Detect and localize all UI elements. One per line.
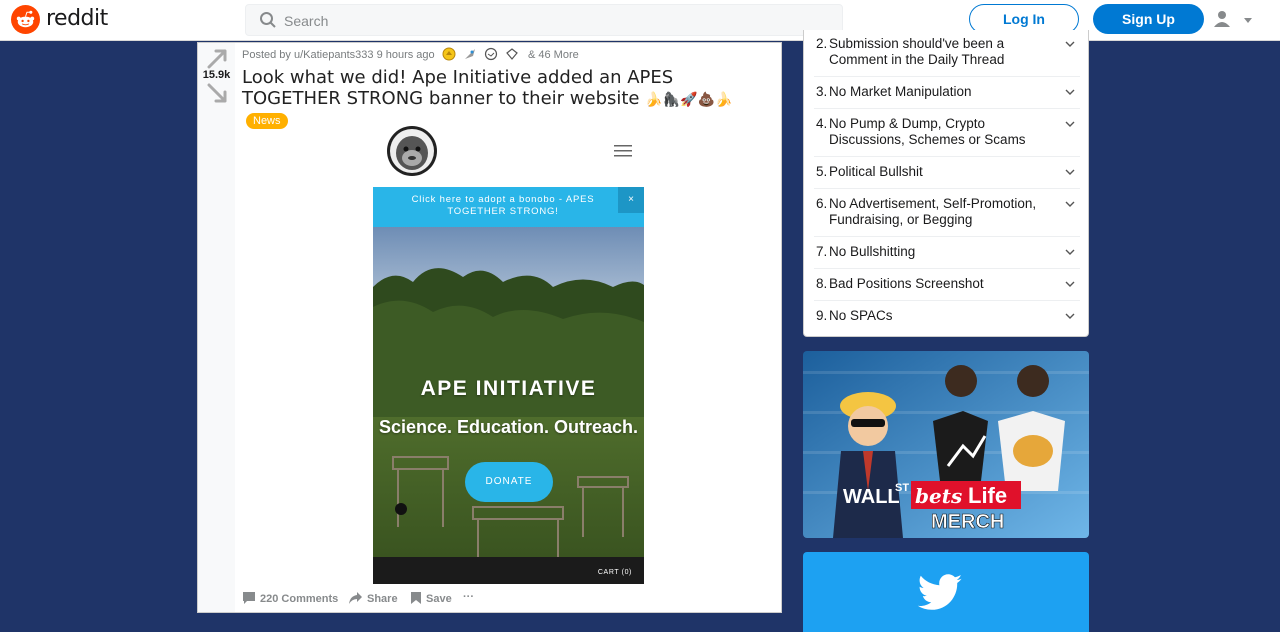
rule-number: 5. — [816, 164, 828, 179]
rule-item[interactable] — [814, 196, 1080, 237]
downvote-arrow-icon[interactable] — [206, 83, 228, 105]
rule-text: No Advertisement, Self-Promotion, Fundraising, or Begging — [829, 196, 1037, 227]
post-title-text: Look what we did! Ape Initiative added an APES TOGETHER STRONG banner to their website — [242, 67, 674, 109]
chimp-logo-icon — [386, 125, 438, 177]
title-emojis: 🍌🦍🚀💩🍌 — [645, 92, 733, 108]
merch-wall-text: WALL — [843, 486, 900, 508]
user-dropdown[interactable] — [1212, 9, 1260, 31]
chevron-down-icon — [1064, 86, 1076, 98]
search-bar[interactable] — [245, 4, 843, 36]
save-button[interactable] — [410, 591, 452, 605]
comments-count: 220 Comments — [260, 593, 339, 605]
more-options-button[interactable]: ··· — [463, 591, 474, 603]
merch-bets-text: bets — [915, 484, 963, 508]
rule-number: 3. — [816, 84, 828, 99]
merch-banner[interactable] — [803, 351, 1089, 538]
twitter-bird-icon — [916, 574, 964, 614]
author-link[interactable]: u/Katiepants333 — [293, 49, 374, 61]
rule-item[interactable] — [814, 276, 1080, 301]
rule-item[interactable] — [814, 84, 1080, 109]
user-icon — [1212, 9, 1232, 29]
gold-award-icon[interactable] — [442, 47, 456, 61]
vote-column — [198, 43, 235, 612]
post-meta — [242, 47, 579, 61]
search-icon — [259, 11, 277, 29]
rocket-award-icon[interactable] — [463, 47, 477, 61]
posted-by-label: Posted by — [242, 49, 291, 61]
vote-count: 15.9k — [202, 69, 231, 81]
chevron-down-icon — [1064, 278, 1076, 290]
chevron-down-icon — [1242, 14, 1254, 26]
twitter-widget[interactable] — [803, 552, 1089, 632]
login-button[interactable]: Log In — [969, 4, 1079, 34]
post-time[interactable]: 9 hours ago — [376, 49, 435, 61]
close-icon[interactable]: × — [618, 187, 644, 213]
merch-st-text: ST — [895, 482, 910, 494]
chevron-down-icon — [1064, 166, 1076, 178]
post-image[interactable] — [373, 187, 644, 584]
save-label: Save — [426, 593, 452, 605]
merch-merch-text: MERCH — [931, 511, 1005, 533]
comments-button[interactable] — [242, 591, 338, 605]
rule-text: No Market Manipulation — [829, 84, 972, 99]
adopt-banner[interactable] — [373, 187, 644, 227]
chevron-down-icon — [1064, 118, 1076, 130]
site-subheading: Science. Education. Outreach. — [378, 417, 639, 437]
more-awards-label[interactable]: & 46 More — [527, 49, 579, 61]
rule-number: 6. — [816, 196, 828, 211]
flair-badge[interactable]: News — [246, 113, 288, 129]
rule-text: No Pump & Dump, Crypto Discussions, Schemes or Scams — [829, 116, 1026, 147]
comment-icon — [242, 591, 256, 605]
search-input[interactable] — [282, 5, 826, 37]
chevron-down-icon — [1064, 38, 1076, 50]
rule-number: 8. — [816, 276, 828, 291]
donate-button[interactable]: DONATE — [465, 462, 553, 502]
adopt-banner-text: Click here to adopt a bonobo - APES TOGETHER STRONG! — [411, 194, 595, 217]
rule-item[interactable] — [814, 244, 1080, 269]
rule-item[interactable] — [814, 164, 1080, 189]
upvote-arrow-icon[interactable] — [206, 47, 228, 69]
diamond-hands-award-icon[interactable] — [505, 47, 519, 61]
site-heading: APE INITIATIVE — [420, 377, 597, 400]
post-card[interactable] — [197, 42, 782, 613]
rule-text: Bad Positions Screenshot — [829, 276, 984, 291]
rule-text: No SPACs — [829, 308, 893, 323]
merch-life-text: Life — [968, 483, 1008, 508]
share-label: Share — [367, 593, 398, 605]
rule-number: 4. — [816, 116, 828, 131]
signup-button[interactable]: Sign Up — [1093, 4, 1204, 34]
rule-item[interactable] — [814, 36, 1080, 77]
rule-number: 7. — [816, 244, 828, 259]
post-title[interactable] — [242, 67, 772, 132]
chevron-down-icon — [1064, 198, 1076, 210]
hands-award-icon[interactable] — [484, 47, 498, 61]
rule-text: Submission should've been a Comment in the Daily Thread — [829, 36, 1005, 67]
reddit-wordmark[interactable]: reddit — [46, 6, 108, 31]
cart-link[interactable]: CART (0) — [597, 569, 632, 576]
chevron-down-icon — [1064, 246, 1076, 258]
merch-image — [803, 351, 1089, 538]
share-icon — [348, 591, 363, 605]
rule-number: 9. — [816, 308, 828, 323]
hamburger-menu-icon[interactable] — [614, 144, 632, 158]
rule-item[interactable] — [814, 116, 1080, 157]
rule-item[interactable] — [814, 308, 1080, 330]
chevron-down-icon — [1064, 310, 1076, 322]
share-button[interactable] — [348, 591, 398, 605]
subreddit-rules — [803, 30, 1089, 337]
rule-text: Political Bullshit — [829, 164, 923, 179]
rule-number: 2. — [816, 36, 828, 51]
rule-text: No Bullshitting — [829, 244, 916, 259]
bookmark-icon — [410, 591, 422, 605]
reddit-logo-icon[interactable] — [11, 5, 40, 34]
